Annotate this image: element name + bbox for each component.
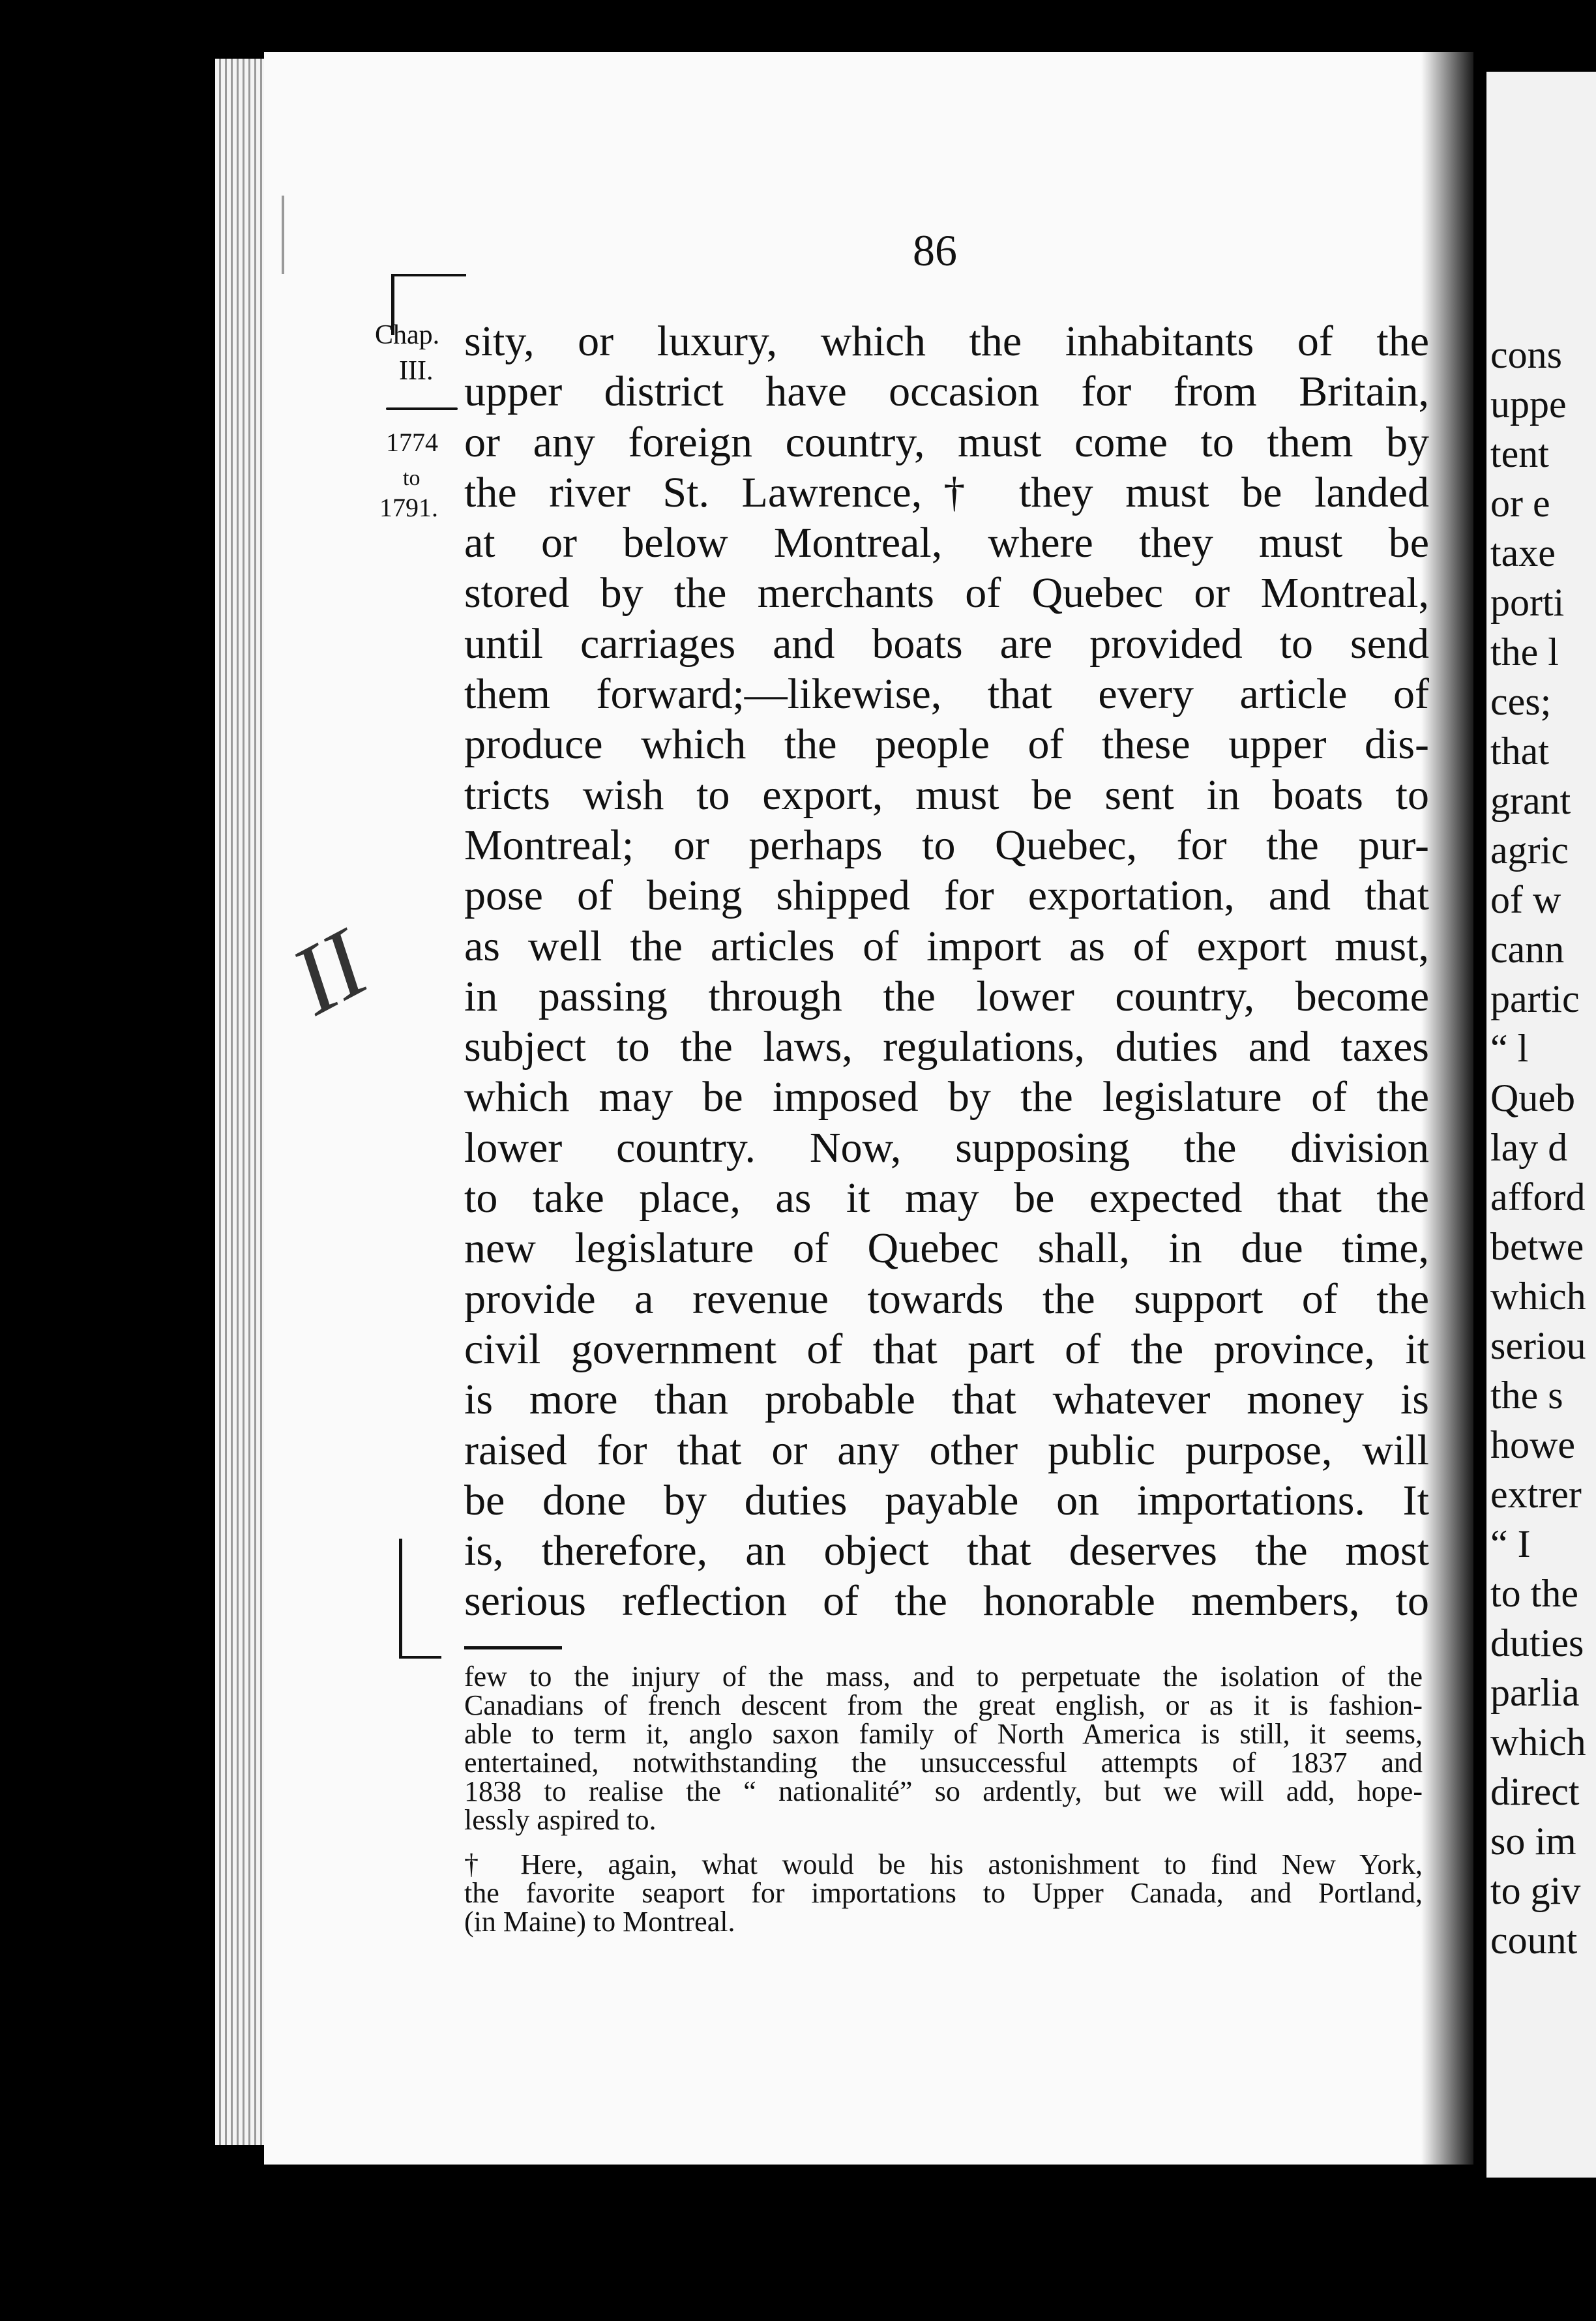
next-page-text-fragment: to giv — [1490, 1869, 1581, 1912]
next-page-text-fragment: extrer — [1490, 1473, 1582, 1516]
next-page-text-fragment: direct — [1490, 1770, 1580, 1813]
next-page-text-fragment: “ l — [1490, 1027, 1529, 1070]
next-page-text-fragment: uppe — [1490, 383, 1567, 426]
footnote-rule — [464, 1646, 562, 1649]
footnote-2-line: † Here, again, what would be his astonishment to find New York, — [464, 1848, 1423, 1880]
next-page-text-fragment: partic — [1490, 977, 1580, 1020]
body-text-line: the river St. Lawrence,† they must be landed — [464, 468, 1429, 516]
body-text-line: is more than probable that whatever money is — [464, 1376, 1429, 1424]
body-text-line: until carriages and boats are provided to send — [464, 619, 1429, 668]
year-to: to — [403, 466, 421, 490]
body-text-line: sity, or luxury, which the inhabitants of the — [464, 318, 1429, 365]
body-text-line: lower country. Now, supposing the division — [464, 1123, 1429, 1172]
next-page-text-fragment: duties — [1490, 1621, 1584, 1664]
body-text-line: new legislature of Quebec shall, in due time, — [464, 1224, 1429, 1273]
body-text-line: them forward;—likewise, that every article of — [464, 670, 1429, 718]
footnote-2-line: (in Maine) to Montreal. — [464, 1906, 735, 1938]
next-page-text-fragment: the l — [1490, 630, 1559, 673]
body-text-line: at or below Montreal, where they must be — [464, 519, 1429, 567]
body-text-line: stored by the merchants of Quebec or Montreal, — [464, 569, 1429, 617]
body-text-line: to take place, as it may be expected that the — [464, 1174, 1429, 1222]
next-page-fragment — [1486, 72, 1596, 2178]
page-edges — [215, 59, 267, 2145]
next-page-text-fragment: “ I — [1490, 1522, 1531, 1565]
footnote-2 — [464, 1850, 1423, 1936]
footnotes — [464, 1663, 1423, 1936]
next-page-text-fragment: which — [1490, 1721, 1586, 1764]
footnote-1-line: able to term it, anglo saxon family of North America is still, it seems, — [464, 1718, 1423, 1750]
body-text-line: subject to the laws, regulations, duties and taxes — [464, 1023, 1429, 1071]
next-page-text-fragment: Queb — [1490, 1076, 1575, 1119]
body-text-line: raised for that or any other public purpose, will — [464, 1426, 1429, 1474]
body-text-line: civil government of that part of the province, it — [464, 1325, 1429, 1373]
next-page-text-fragment: of w — [1490, 878, 1561, 921]
body-text-line: in passing through the lower country, become — [464, 972, 1429, 1020]
chapter-rule — [386, 407, 458, 410]
footnote-1 — [464, 1663, 1423, 1835]
footnote-1-line: 1838 to realise the “ nationalité” so ardently, but we will add, hope- — [464, 1775, 1423, 1807]
next-page-text-fragment: so im — [1490, 1820, 1576, 1863]
body-text-line: or any foreign country, must come to them by — [464, 418, 1429, 466]
next-page-text-fragment: parlia — [1490, 1671, 1580, 1714]
next-page-text-fragment: which — [1490, 1275, 1586, 1318]
next-page-text-fragment: count — [1490, 1919, 1578, 1962]
page-number: 86 — [913, 226, 957, 275]
next-page-text-fragment: cann — [1490, 928, 1565, 971]
body-text-line: as well the articles of import as of export must, — [464, 922, 1429, 970]
body-text-line: tricts wish to export, must be sent in boats to — [464, 771, 1429, 819]
next-page-text-fragment: the s — [1490, 1374, 1563, 1417]
next-page-text-fragment: lay d — [1490, 1126, 1568, 1169]
body-text-line: produce which the people of these upper dis- — [464, 720, 1429, 769]
body-text-line: be done by duties payable on importations. It — [464, 1476, 1429, 1524]
next-page-text-fragment: porti — [1490, 581, 1565, 624]
next-page-text-fragment: or e — [1490, 482, 1550, 525]
year-end: 1791. — [379, 493, 438, 522]
margin-bracket-bottom — [399, 1539, 441, 1659]
gutter-shadow — [1421, 52, 1473, 2165]
footnote-2-line: the favorite seaport for importations to Upper Canada, and Portland, — [464, 1877, 1423, 1909]
footnote-1-line: entertained, notwithstanding the unsuccessful attempts of 1837 and — [464, 1747, 1423, 1779]
next-page-text-fragment: betwe — [1490, 1225, 1584, 1268]
chapter-number: III. — [399, 356, 434, 386]
body-text-line: upper district have occasion for from Britain, — [464, 368, 1429, 416]
next-page-text-fragment: ces; — [1490, 680, 1552, 723]
body-text — [464, 316, 1429, 1627]
next-page-text-fragment: howe — [1490, 1423, 1575, 1466]
year-start: 1774 — [386, 428, 438, 457]
body-text-line: pose of being shipped for exportation, and that — [464, 872, 1429, 920]
footnote-1-line: Canadians of french descent from the great english, or as it is fashion- — [464, 1689, 1423, 1721]
body-text-line: provide a revenue towards the support of the — [464, 1275, 1429, 1323]
next-page-text-fragment: agric — [1490, 829, 1569, 872]
next-page-text-fragment: grant — [1490, 779, 1571, 822]
next-page-text-fragment: seriou — [1490, 1324, 1586, 1367]
body-text-line: Montreal; or perhaps to Quebec, for the pur- — [464, 821, 1429, 869]
next-page-text-fragment: afford — [1490, 1175, 1586, 1219]
body-text-line: which may be imposed by the legislature of the — [464, 1073, 1429, 1121]
next-page-text-fragment: taxe — [1490, 531, 1556, 574]
margin-mark — [269, 196, 284, 274]
next-page-text-fragment: tent — [1490, 432, 1549, 475]
footnote-1-line: few to the injury of the mass, and to perpetuate the isolation of the — [464, 1661, 1423, 1693]
next-page-text-fragment: cons — [1490, 333, 1562, 376]
chapter-label: Chap. — [375, 320, 440, 350]
body-text-line: is, therefore, an object that deserves the most — [464, 1527, 1429, 1575]
handwritten-numeral: II — [274, 909, 384, 1035]
next-page-text-fragment: to the — [1490, 1572, 1578, 1615]
next-page-text-fragment: that — [1490, 730, 1549, 773]
footnote-1-line: lessly aspired to. — [464, 1804, 657, 1836]
body-text-line: serious reflection of the honorable members, to — [464, 1577, 1429, 1625]
